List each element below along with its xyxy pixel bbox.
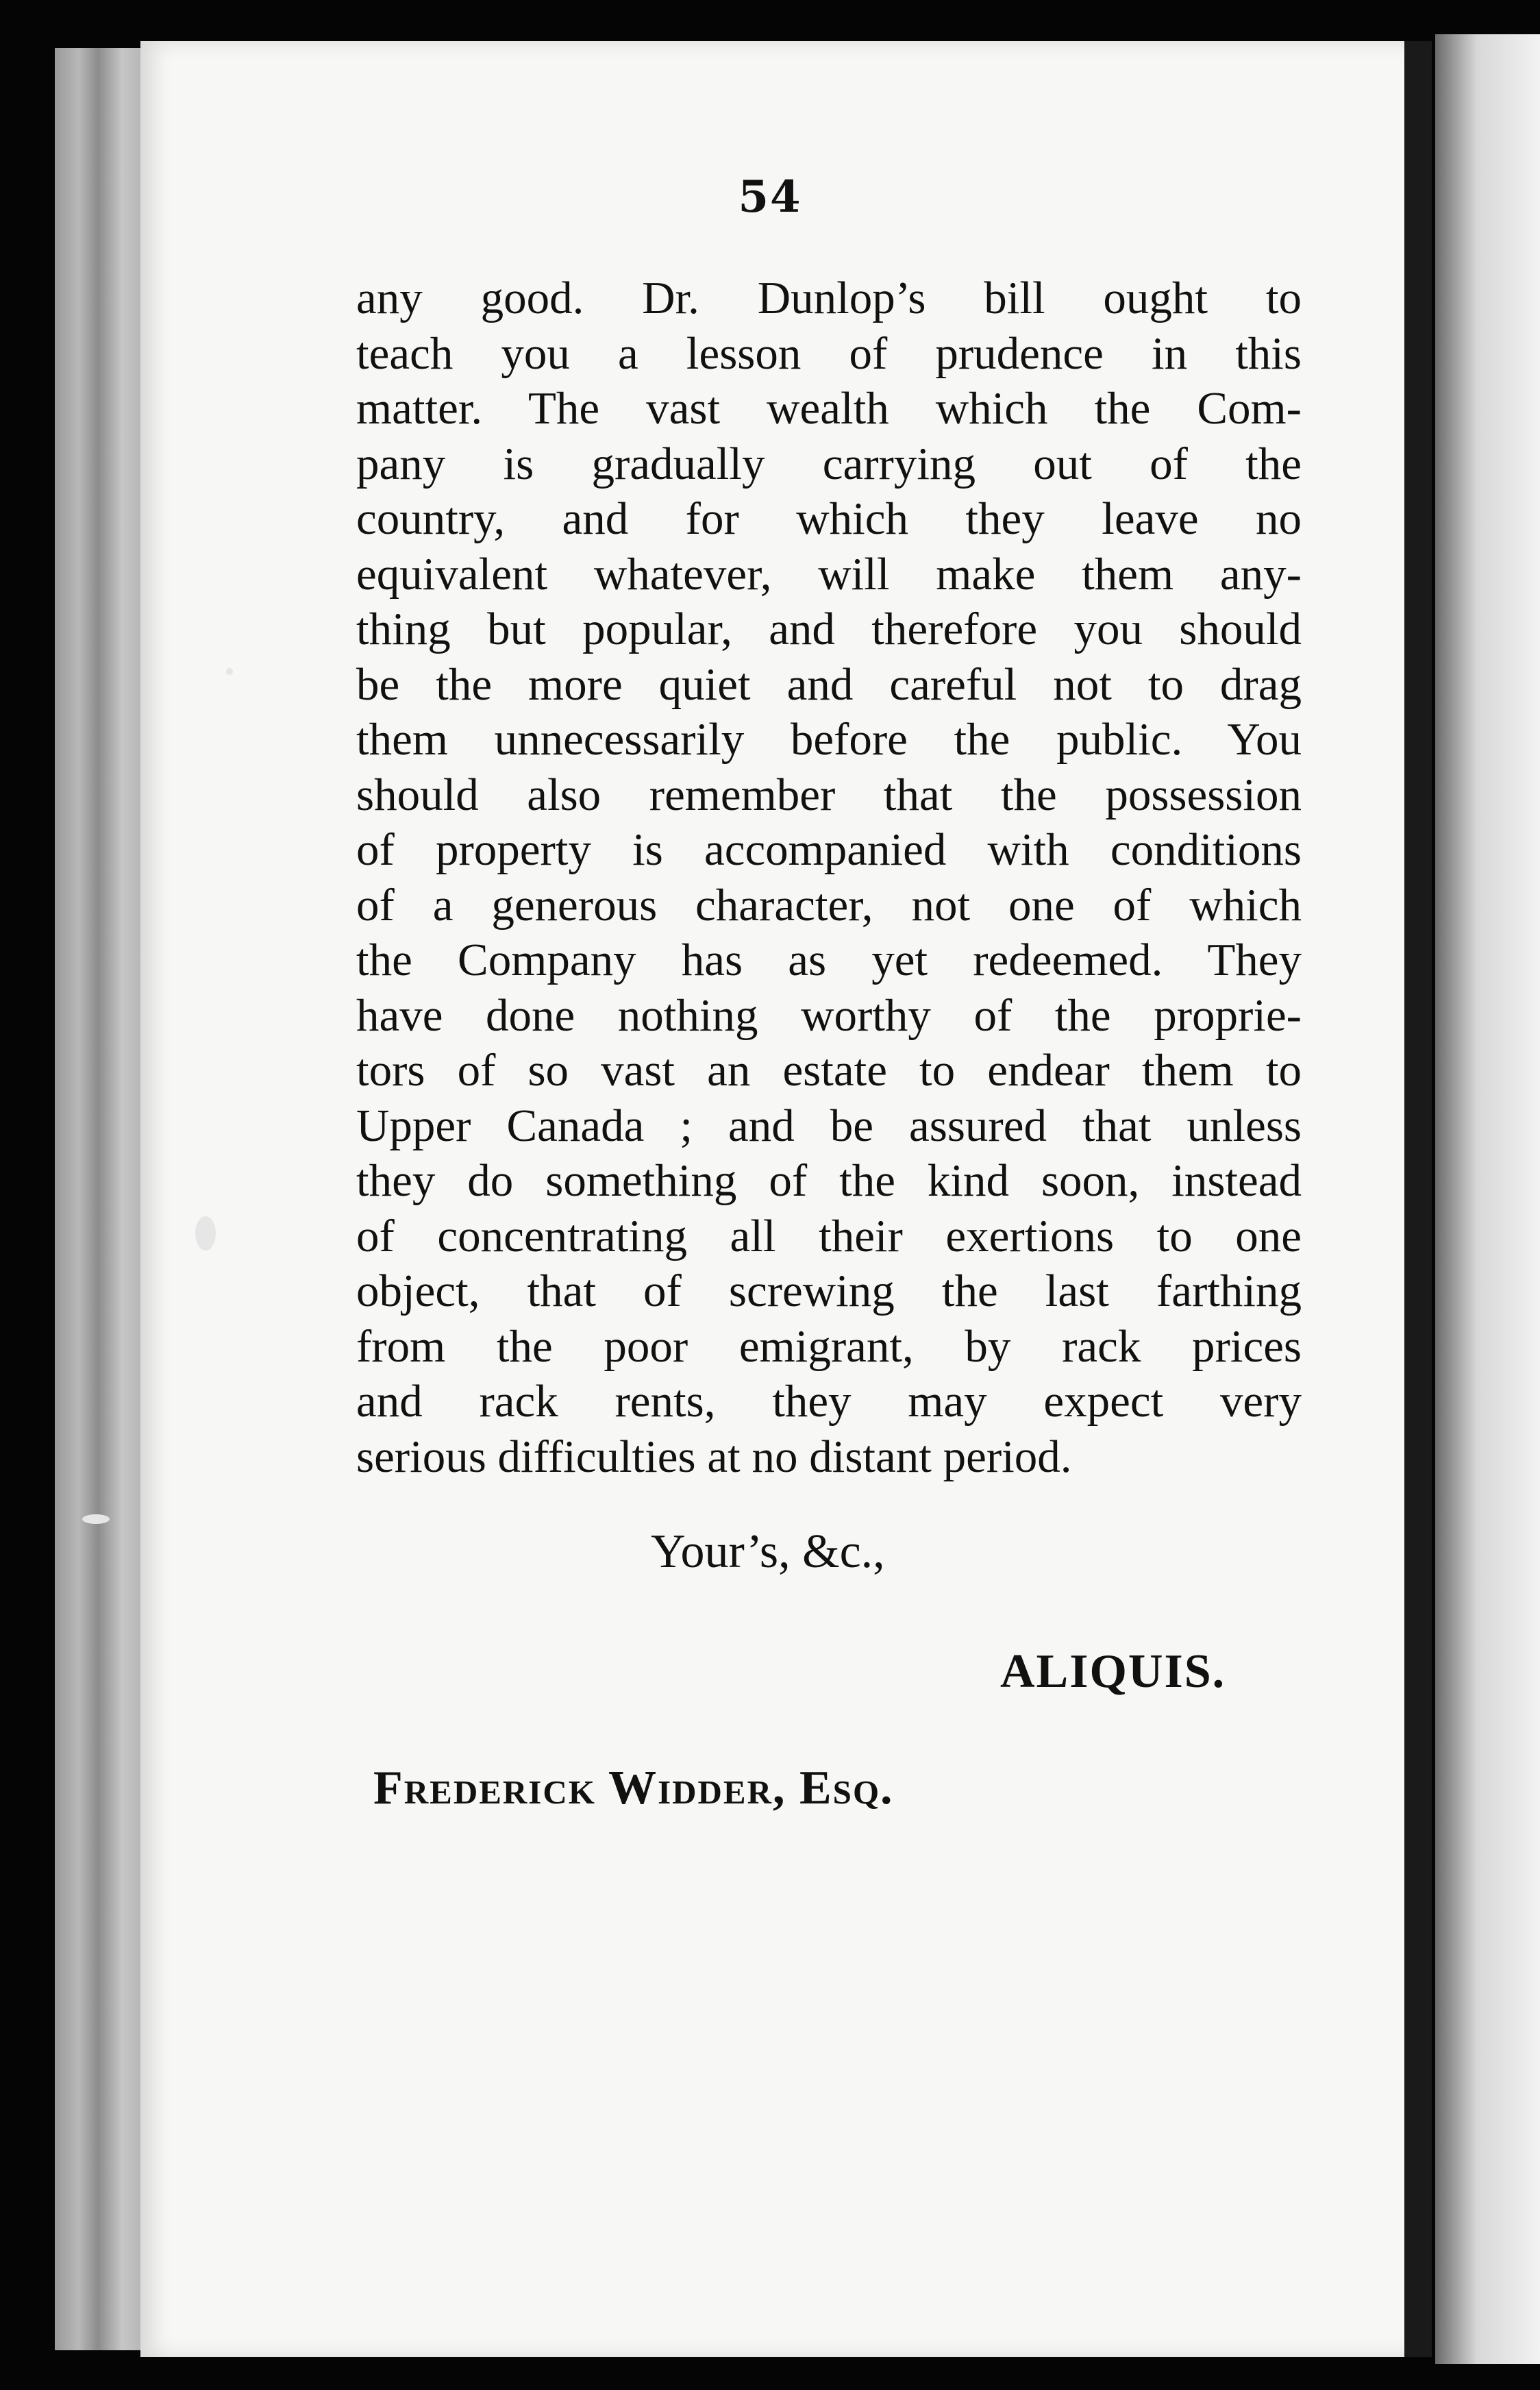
text-line: pany is gradually carrying out of the bbox=[356, 438, 1302, 489]
text-line: and rack rents, they may expect very bbox=[356, 1376, 1302, 1427]
scan-speck bbox=[82, 1514, 110, 1524]
text-line: object, that of screwing the last farthing bbox=[356, 1266, 1302, 1316]
scan-speck bbox=[195, 1216, 216, 1251]
text-line: the Company has as yet redeemed. They bbox=[356, 935, 1302, 985]
page-stack-edge bbox=[55, 48, 151, 2350]
letter-signature: ALIQUIS. bbox=[1000, 1645, 1226, 1698]
text-line: matter. The vast wealth which the Com- bbox=[356, 383, 1302, 434]
text-line: be the more quiet and careful not to drag bbox=[356, 658, 1302, 710]
text-line: should also remember that the possession bbox=[356, 769, 1302, 820]
text-line: serious difficulties at no distant period. bbox=[356, 1431, 1072, 1482]
text-line: them unnecessarily before the public. You bbox=[356, 714, 1302, 765]
letter-addressee: Frederick Widder, Esq. bbox=[373, 1762, 894, 1814]
text-line: Upper Canada ; and be assured that unless bbox=[356, 1100, 1302, 1151]
body-text bbox=[356, 271, 1302, 1484]
text-line: have done nothing worthy of the proprie- bbox=[356, 989, 1302, 1041]
facing-page-edge bbox=[1435, 34, 1540, 2364]
text-line: thing but popular, and therefore you should bbox=[356, 604, 1302, 654]
text-line: teach you a lesson of prudence in this bbox=[356, 328, 1302, 379]
text-line: country, and for which they leave no bbox=[356, 493, 1302, 544]
gutter-shadow bbox=[1404, 41, 1432, 2357]
text-line: from the poor emigrant, by rack prices bbox=[356, 1320, 1302, 1372]
text-line: equivalent whatever, will make them any- bbox=[356, 548, 1302, 600]
text-line: of a generous character, not one of which bbox=[356, 879, 1302, 931]
text-line: any good. Dr. Dunlop’s bill ought to bbox=[356, 273, 1302, 323]
scan-speck bbox=[226, 668, 233, 675]
text-line: of concentrating all their exertions to one bbox=[356, 1210, 1302, 1261]
text-line: of property is accompanied with conditions bbox=[356, 824, 1302, 875]
text-line: tors of so vast an estate to endear them to bbox=[356, 1045, 1302, 1096]
text-line: they do something of the kind soon, instead bbox=[356, 1155, 1302, 1206]
letter-closing: Your’s, &c., bbox=[651, 1525, 885, 1578]
page-number: 54 bbox=[738, 171, 802, 223]
